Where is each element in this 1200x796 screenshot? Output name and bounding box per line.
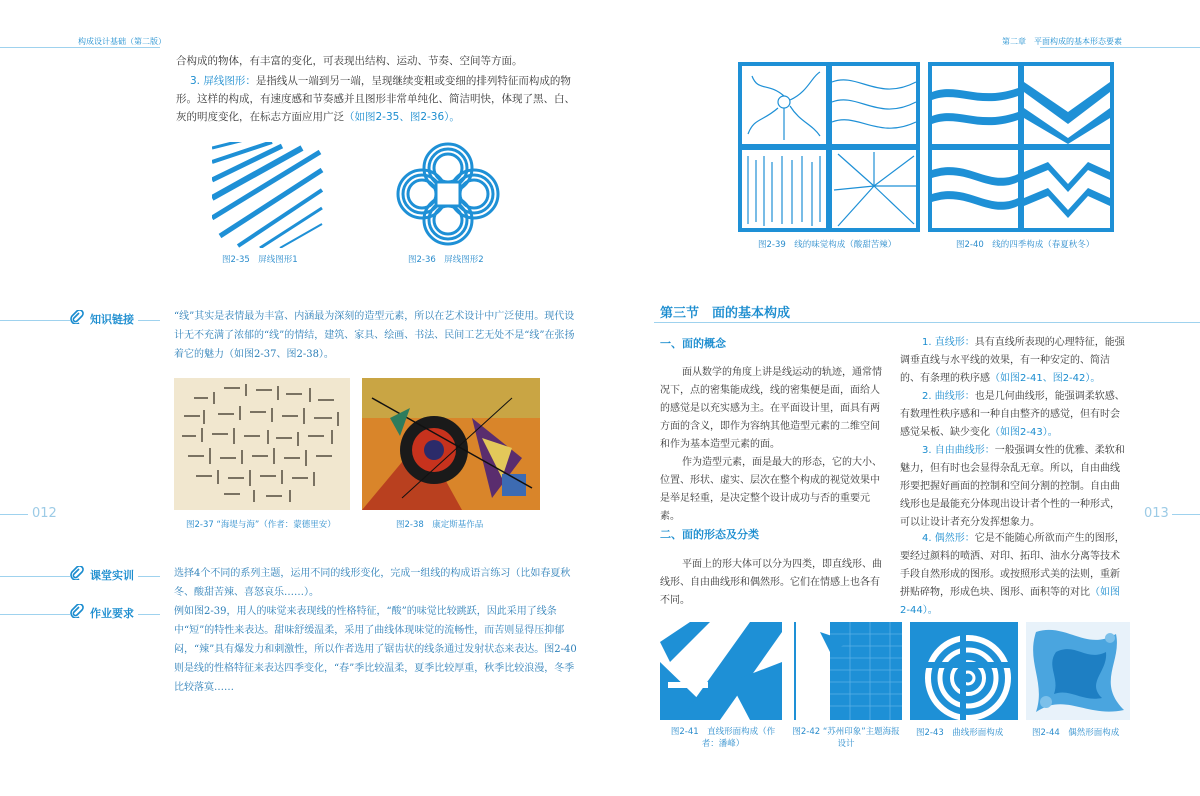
page-number-left: 012 (32, 506, 57, 521)
sub2-paragraph-1: 平面上的形大体可以分为四类，即直线形、曲线形、自由曲线形和偶然形。它们在情感上也各有不同。 (660, 559, 882, 606)
caption-2-41: 图2-41 直线形面构成（作者：潘峰） (670, 727, 776, 749)
figure-2-38 (362, 378, 540, 510)
class-training-heading (70, 566, 138, 583)
shape-item-3-label: 3. 自由曲线形： (922, 445, 995, 456)
shape-item-4-label: 4. 偶然形： (922, 533, 975, 544)
section-title: 第三节 面的基本构成 (660, 306, 791, 321)
caption-2-37: 图2-37 “海堤与海”（作者：蒙德里安） (186, 520, 336, 530)
homework-label: 作业要求 (90, 606, 134, 620)
shape-item-1-ref: （如图2-41、图2-42）。 (990, 373, 1101, 384)
figure-2-44 (1026, 622, 1130, 720)
shape-item-2-text: 也是几何曲线形，能强调柔软感、有数理性秩序感和一种自由整齐的感觉，但有时会感觉呆板、缺少变化 (900, 391, 1125, 438)
figure-2-35 (212, 142, 324, 248)
paperclip-icon (70, 566, 84, 583)
subheading-2: 二、面的形态及分类 (660, 528, 759, 541)
caption-2-36: 图2-36 屏线图形2 (408, 255, 484, 265)
figure-2-42 (790, 622, 902, 720)
paperclip-icon (70, 604, 84, 621)
knowledge-link-text: “线”其实是表情最为丰富、内涵最为深刻的造型元素，所以在艺术设计中广泛使用。现代设计无不充满了浓郁的“线”的情结，建筑、家具、绘画、书法、民间工艺无处不是“线”在张扬着它的魅力（如图2-37、图2-38）。 (174, 311, 575, 360)
figure-2-43 (910, 622, 1018, 720)
shape-item-1 (900, 334, 1126, 388)
homework-text: 例如图2-39，用人的味觉来表现线的性格特征，“酸”的味觉比较跳跃，因此采用了线条中“短”的特性来表达。甜味舒缓温柔，采用了曲线体现味觉的流畅性，而苦则显得压抑郁闷，“辣”具有爆发力和刺激性，所以作者选用了锯齿状的线条通过发射状态来表达。图2-40则是线的性格特征来表达四季变化，“春”季比较温柔，夏季比较厚重，秋季比较浪漫，冬季比较落寞…… (174, 606, 577, 693)
item3-text: 是指线从一端到另一端，呈现继续变粗或变细的排列特征而构成的物形。这样的构成，有速度感和节奏感并且图形非常单纯化、简洁明快，体现了黑、白、灰的明度变化，在标志方面应用广泛 (176, 75, 575, 123)
shape-item-1-label: 1. 直线形： (922, 337, 975, 348)
sub1-paragraph-2: 作为造型元素，面是最大的形态，它的大小、位置、形状、虚实、层次在整个构成的视觉效果中是举足轻重，是决定整个设计成功与否的重要元素。 (660, 457, 882, 522)
caption-2-38: 图2-38 康定斯基作品 (396, 520, 484, 530)
paperclip-icon (70, 310, 84, 327)
section-rule (654, 322, 1200, 323)
header-left: 构成设计基础（第二版） (78, 37, 166, 46)
figure-2-41 (660, 622, 782, 720)
shape-item-2-label: 2. 曲线形： (922, 391, 975, 402)
shape-item-1-text: 具有直线所表现的心理特征，能强调垂直线与水平线的效果，有一种安定的、简洁的、有条理的秩序感 (900, 337, 1125, 384)
shape-item-2-ref: （如图2-43）。 (990, 427, 1058, 438)
item3-label: 3. 屏线图形： (190, 75, 256, 87)
pn-rule-left (0, 514, 28, 515)
intro-line: 合构成的物体，有丰富的变化，可表现出结构、运动、节奏、空间等方面。 (176, 55, 523, 67)
figure-2-39 (738, 62, 920, 232)
sub1-paragraph-1: 面从数学的角度上讲是线运动的轨迹，通常情况下，点的密集能成线，线的密集便是面，面给人的感觉是以充实感为主。在平面设计里，面具有两方面的含义，即作为容纳其他造型元素的二维空间和作为基本造型元素的面。 (660, 367, 882, 450)
class-training-text: 选择4个不同的系列主题，运用不同的线形变化，完成一组线的构成语言练习（比如春夏秋冬、酸甜苦辣、喜怒哀乐……）。 (174, 568, 571, 598)
caption-2-43: 图2-43 曲线形面构成 (916, 728, 1004, 738)
subheading-1: 一、面的概念 (660, 337, 726, 350)
header-right: 第二章 平面构成的基本形态要素 (1002, 37, 1122, 46)
figure-2-37 (174, 378, 350, 510)
page-number-right: 013 (1144, 506, 1169, 521)
knowledge-link-heading (70, 310, 138, 327)
item3-paragraph (176, 72, 576, 126)
homework-heading (70, 604, 138, 621)
shape-item-4-ref: （如图2-44）。 (900, 587, 1120, 616)
header-rule-right (1040, 47, 1200, 48)
item3-ref: （如图2-35、图2-36）。 (344, 111, 460, 123)
figure-2-40 (928, 62, 1114, 232)
shape-item-3 (900, 442, 1126, 532)
knowledge-link-label: 知识链接 (90, 312, 134, 326)
caption-2-42: 图2-42 “苏州印象”主题海报设计 (792, 727, 900, 749)
shape-item-4-text: 它是不能随心所欲而产生的图形，要经过颜料的喷洒、对印、拓印、油水分离等技术手段自然形成的图形。或按照形式美的法则，重新拼贴碎物，形成色块、图形、面积等的对比 (900, 533, 1125, 598)
figure-2-36 (396, 142, 500, 246)
caption-2-44: 图2-44 偶然形面构成 (1032, 728, 1120, 738)
pn-rule-right (1172, 514, 1200, 515)
shape-item-3-text: 一般强调女性的优雅、柔软和魅力，但有时也会显得杂乱无章。所以，自由曲线形要把握好画面的控制和空间分割的控制。自由曲线形也是最能充分体现出设计者个性的一种形式，可以让设计者充分发挥想象力。 (900, 445, 1125, 528)
shape-item-4 (900, 530, 1126, 620)
header-rule-left (0, 47, 160, 48)
class-training-label: 课堂实训 (90, 568, 134, 582)
shape-item-2 (900, 388, 1126, 442)
caption-2-40: 图2-40 线的四季构成（春夏秋冬） (956, 240, 1095, 250)
caption-2-39: 图2-39 线的味觉构成（酸甜苦辣） (758, 240, 897, 250)
caption-2-35: 图2-35 屏线图形1 (222, 255, 298, 265)
